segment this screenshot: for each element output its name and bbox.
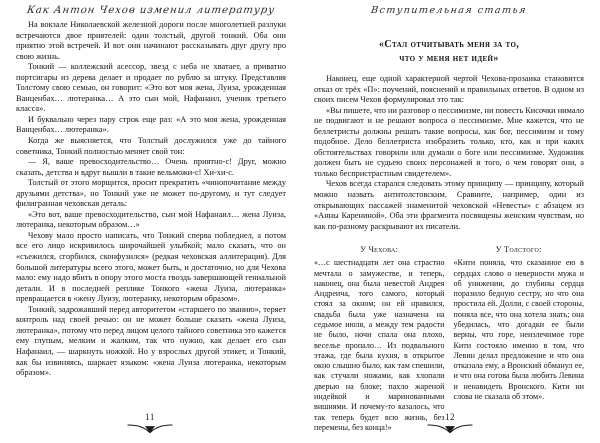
paragraph: Наконец, еще одной характерной чертой Чехова-прозаика становится отказ от трёх «П»: поучений, пояснений и правильных ответов. В одном из своих писем Чехов формулировал это так: [314, 74, 584, 105]
paragraph: Тонкий, задрожавший перед авторитетом «старшего по званию», теряет контроль над своей речью: он не может больше сказать «жена Луиза, лютеранка», потому что перед лицом целого тайного советника это кажется ему глупым, мелким и жалким, так что нужно, как делает его сын Нафанаил, — шаркнуть ножкой. Но у взрослых другой этикет, и Тонкий, как бы извиняясь, шаркает языком: «жена Луиза лютеранка, некоторым образом». [16, 304, 286, 378]
paragraph: «Вы пишете, что ни разговор о пессимизме, ни повесть Кисочки нимало не подвигают и не решают вопроса о пессимизме. Мне кажется, что не беллетристы должны решать такие вопросы, как бог, пессимизм и тому подобное. Дело беллетриста изобразить только, кто, как и при каких обстоятельствах говорили или думали о боге или пессимизме. Художник должен быть не судьею своих персонажей и того, о чем говорят они, а только беспристрастным свидетелем». [314, 105, 584, 178]
comparison-quote: «Кити поняла, что сказанное ею в сердцах слово о неверности мужа и об унижении, до глубины сердца поразило бедную сестру, но что она простила ей. Долли, с своей стороны, поняла все, что она хотела знать; она убедилась, что догадки ее были верны, что горе, неизлечимое горе Кити состояло именно в том, что Левин делал предложение и что она отказала ему, а Вронский обманул ее, и что она готова была любить Левина и ненавидеть Вронского. Кити ни слова не сказала об этом». [453, 258, 584, 402]
paragraph: Тонкий — коллежский асессор, звезд с неба не хватает, а приватно портсигары из дерева делает и продает по рублю за штуку. Представляя Толстому свою семью, он говорит: «Это вот моя жена, Луиза, урожденная Ванценбах… лютеранка… А это сын мой, Нафанаил, ученик третьего класса». [16, 62, 286, 114]
folio-swash-ornament-icon [127, 423, 173, 435]
paragraph: Чехов всегда старался следовать этому принципу — принципу, который можно назвать антитолстовским. Сравните, например, один из открывающих пассажей знаменитой чеховской «Невесты» с абзацем из «Анны Карениной». Оба эти фрагмента посвящены женским чувствам, но как по-разному раскрывают их писатели. [314, 179, 584, 231]
section-title [320, 38, 578, 65]
comparison-column-tolstoy [454, 245, 585, 433]
comparison-block [314, 245, 584, 433]
paragraph: На вокзале Николаевской железной дороги после многолетней разлуки встречаются двое приятелей: один толстый, другой тонкий. Оба они приятно этой встречей. И вот они начинают рассказывать друг другу про свою жизнь. [16, 20, 286, 61]
page-number: 11 [145, 412, 155, 422]
paragraph: Толстый от этого морщится, просит прекратить «чинопочитание между друзьями детства», но Тонкий уже не может по-другому, и тут следует филигранная чеховская деталь: [16, 178, 286, 209]
section-title-line: что у меня нет идей» [399, 52, 499, 64]
paragraph: — Я, ваше превосходительство… Очень приятно-с! Друг, можно сказать, детства и вдруг вышли в такие вельможи-с! Хи-хи-с. [16, 157, 286, 177]
section-title-line: «Стал отчитывать меня за то, [378, 39, 520, 50]
page-number: 12 [445, 412, 455, 422]
comparison-quote: «…с шестнадцати лет она страстно мечтала о замужестве, и теперь, наконец, она была невестой Андрея Андреича, того самого, который стоял за окном; он ей нравился, свадьба была уже назначена на седьмое июля, а между тем радости не было, ночи спала она плохо, веселье пропало… Из подвального этажа, где была кухня, в открытое окно слышно было, как там спешили, как стучали ножами, как хлопали дверью на блоке; пахло жареной индейкой и маринованными вишнями. И почему-то казалось, что так теперь будет всю жизнь, без перемены, без конца!» [314, 258, 445, 432]
paragraph: Чехову мало просто написать, что Тонкий сперва побледнел, а потом все его лицо искривилось широчайшей улыбкой; мало сказать, что он «съежился, сгорбился, сконфузился» (редкая чеховская аллитерация). Для большой литературы всего этого, может быть, и достаточно, но для Чехова мало: ему надо вбить в опору этого моста гвоздь завершающей гениальной детали. И в последней реплике Тонкого «жена Луиза, лютеранка» превращается в «жену Луизу, лютеранку, некоторым образом». [16, 230, 286, 304]
comparison-column-chekhov [314, 245, 445, 433]
folio-swash-ornament-icon [427, 423, 473, 435]
comparison-column-heading: У Толстого: [495, 245, 542, 255]
paragraph: «Это вот, ваше превосходительство, сын мой Нафанаил… жена Луиза, лютеранка, некоторым образом…» [16, 209, 286, 230]
running-head-left: Как Антон Чехов изменил литературу [26, 5, 276, 16]
running-head-right: Вступительная статья [370, 5, 528, 16]
body-text-right [314, 74, 584, 232]
body-text-left [16, 20, 286, 379]
page-right [300, 0, 600, 443]
folio-left [0, 412, 300, 435]
comparison-column-heading: У Чехова: [360, 245, 399, 255]
folio-right [300, 412, 600, 435]
paragraph: И буквально через пару строк еще раз: «А это моя жена, урожденная Ванценбах… лютеранка». [16, 114, 286, 135]
paragraph: Когда же выясняется, что Толстый дослужился уже до тайного советника, Тонкий полностью меняет свой тон: [16, 136, 286, 156]
